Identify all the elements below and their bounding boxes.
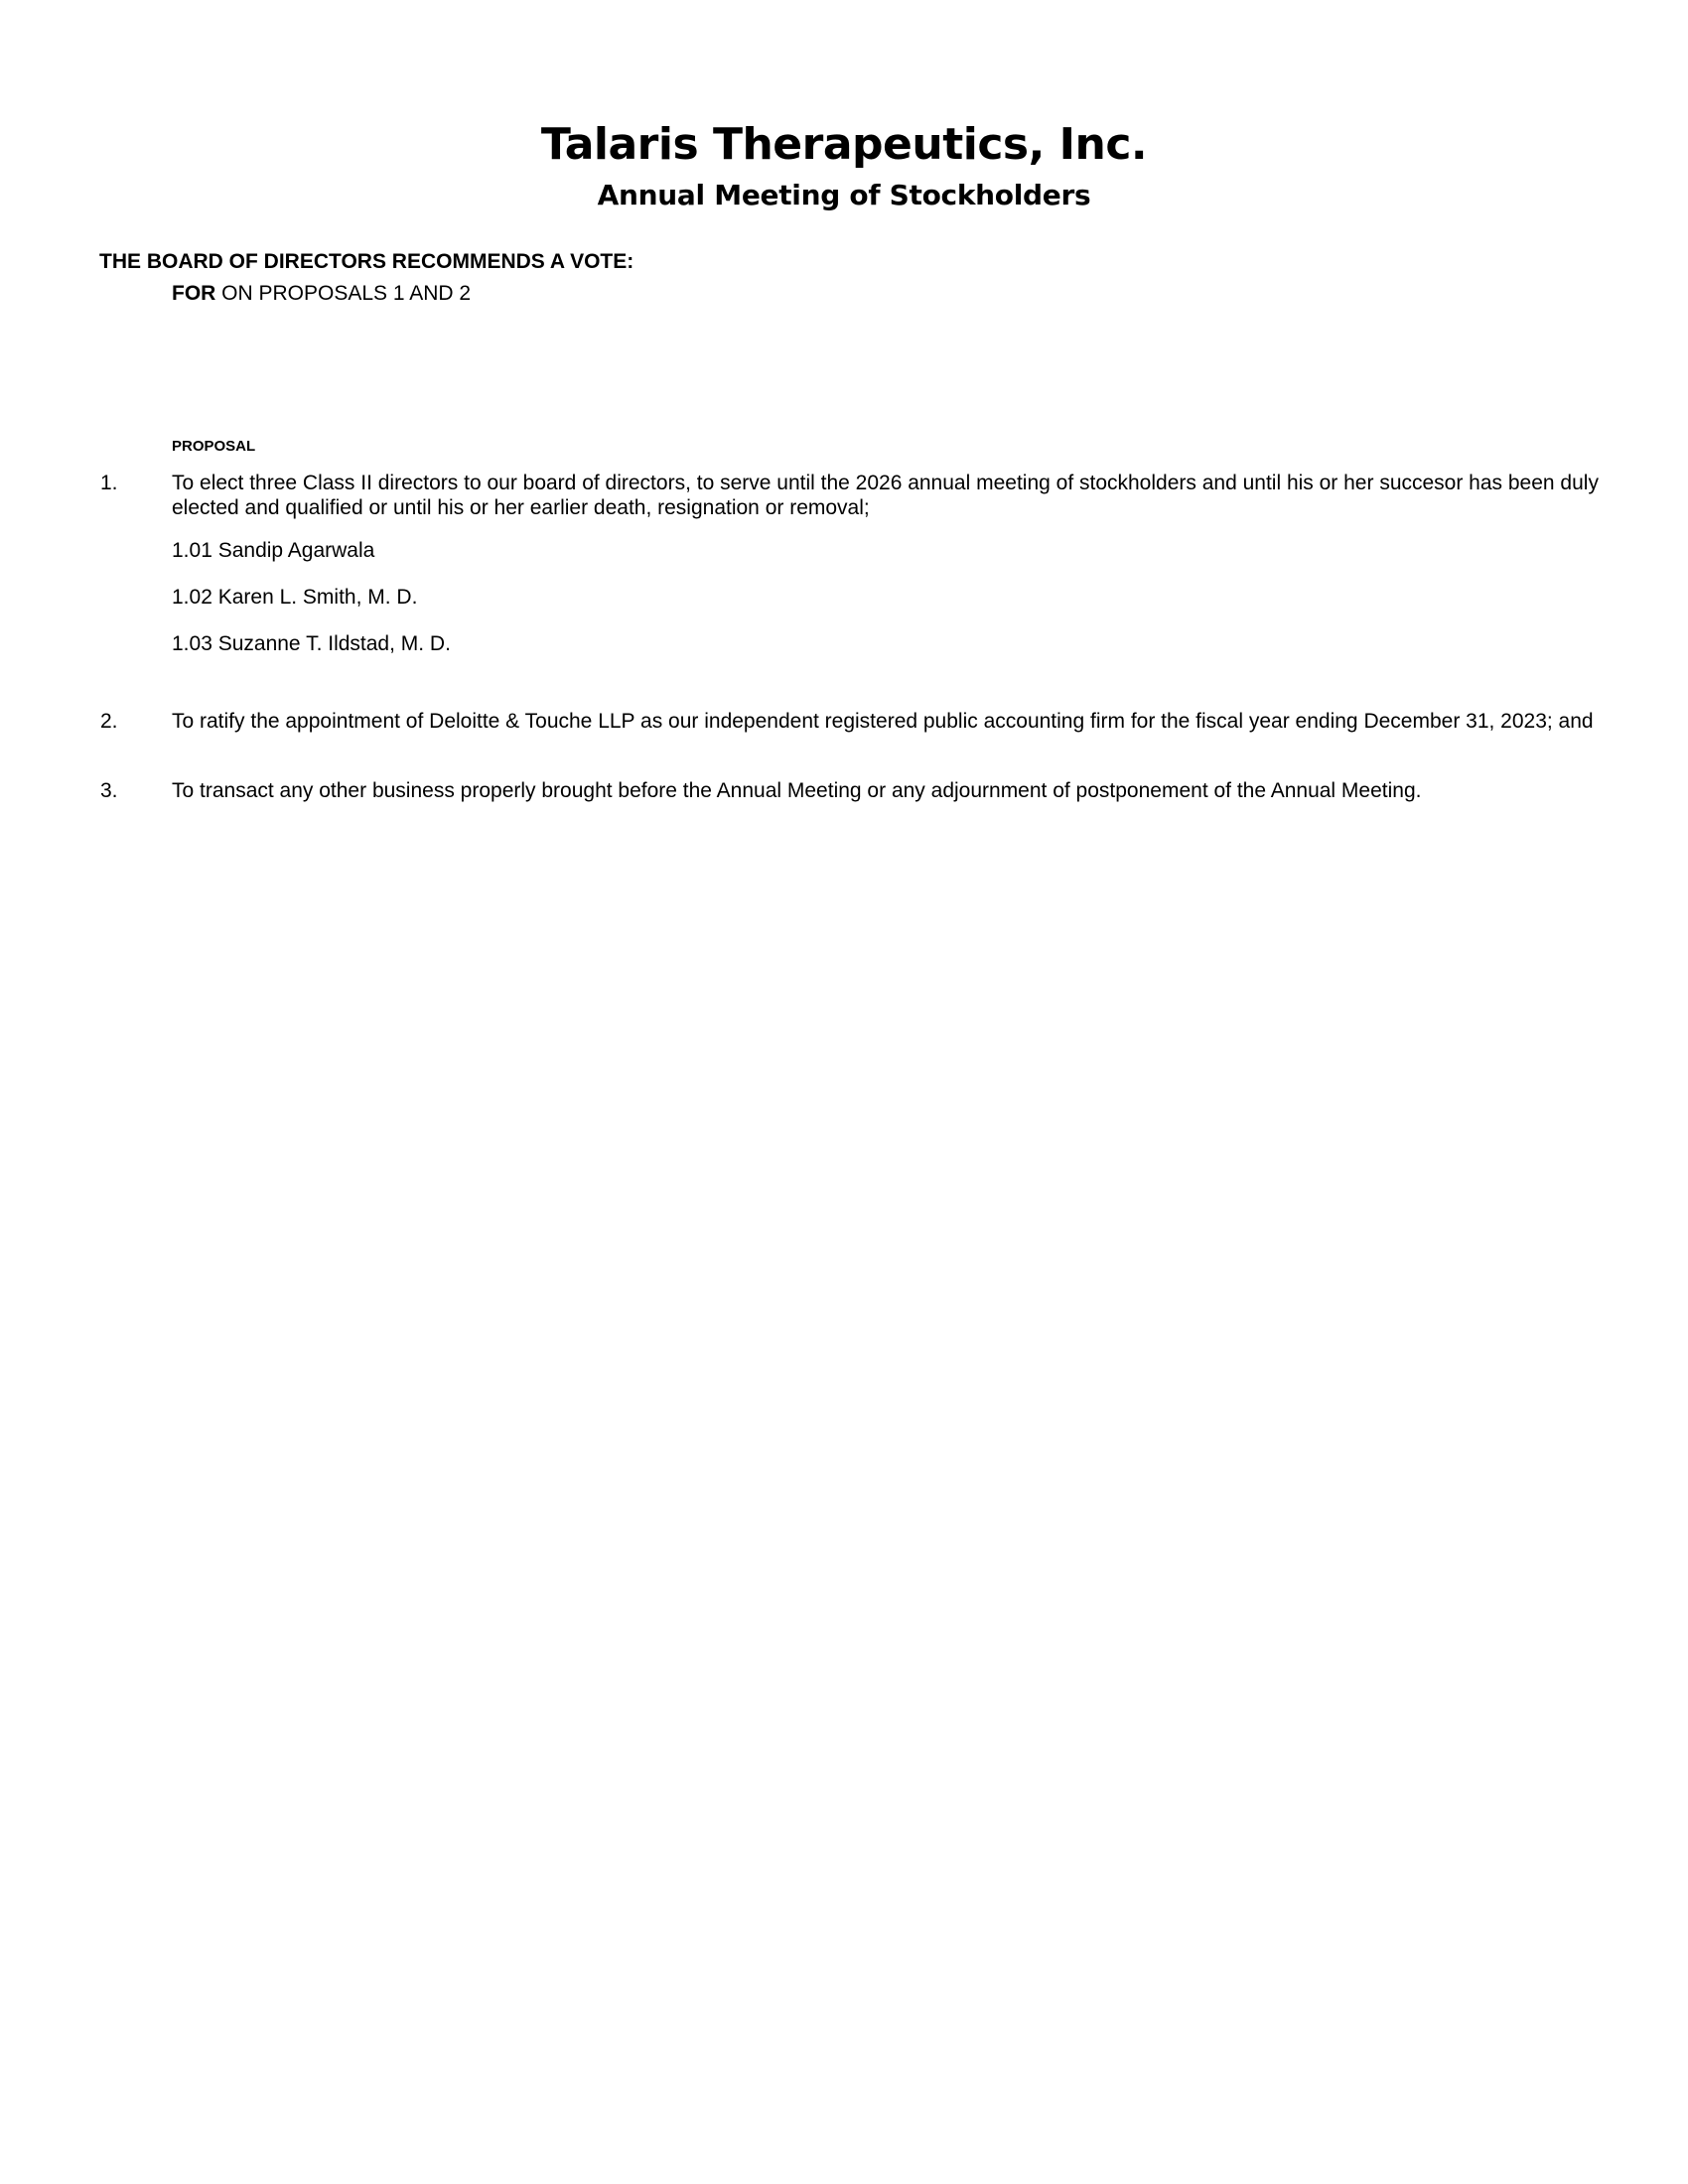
nominee-item: 1.01 Sandip Agarwala — [172, 539, 375, 562]
vote-for-label: FOR — [172, 282, 216, 305]
document-subtitle: Annual Meeting of Stockholders — [597, 179, 1091, 211]
proposal-number: 2. — [100, 710, 118, 733]
proposal-text: To elect three Class II directors to our board of directors, to serve until the 2026 annual meeting of stockholders and until his or her succesor has been duly elected and qualified or until his or her earlier death, resignation or removal; — [172, 472, 1599, 519]
board-recommendation-line — [172, 280, 471, 308]
vote-proposals-text: ON PROPOSALS 1 AND 2 — [215, 282, 472, 305]
proposal-text: To transact any other business properly brought before the Annual Meeting or any adjournment of postponement of the Annual Meeting. — [172, 779, 1422, 802]
board-recommendation-heading: THE BOARD OF DIRECTORS RECOMMENDS A VOTE: — [99, 250, 634, 273]
nominee-item: 1.02 Karen L. Smith, M. D. — [172, 586, 418, 609]
proposal-column-header: PROPOSAL — [172, 438, 256, 455]
proposal-number: 1. — [100, 472, 118, 494]
proposal-text: To ratify the appointment of Deloitte & Touche LLP as our independent registered public accounting firm for the fiscal year ending December 31, 2023; and — [172, 710, 1594, 733]
proposal-number: 3. — [100, 779, 118, 802]
nominee-item: 1.03 Suzanne T. Ildstad, M. D. — [172, 632, 451, 655]
document-title: Talaris Therapeutics, Inc. — [540, 119, 1148, 170]
